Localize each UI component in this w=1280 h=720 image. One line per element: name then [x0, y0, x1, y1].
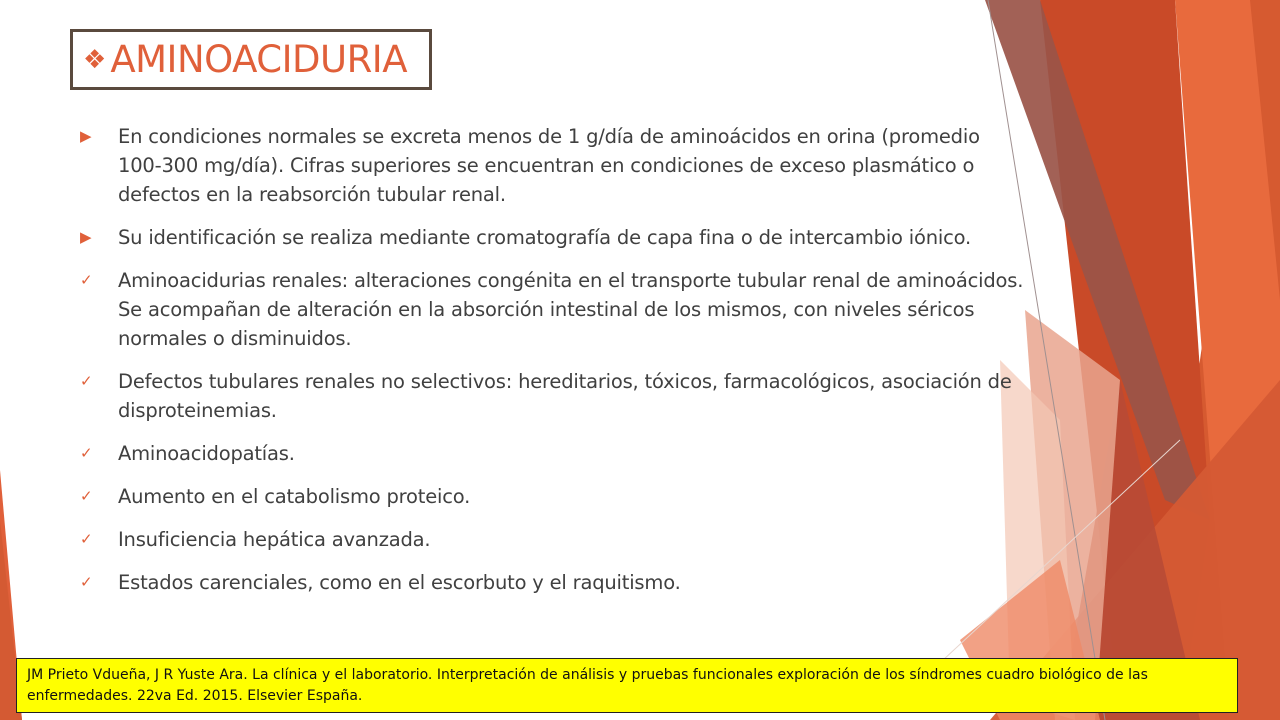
arrow-bullet-icon: ▶ [80, 127, 92, 145]
list-item [80, 525, 1025, 554]
title-box [70, 29, 432, 90]
list-item [80, 122, 1025, 209]
diamond-bullet-icon: ❖ [83, 44, 107, 75]
checkmark-icon: ✓ [80, 444, 93, 462]
list-item [80, 439, 1025, 468]
arrow-bullet-icon: ▶ [80, 228, 92, 246]
list-item-text: Su identificación se realiza mediante cromatografía de capa fina o de intercambio iónico. [118, 226, 972, 249]
bullet-list [80, 122, 1025, 611]
list-item-text: Aumento en el catabolismo proteico. [118, 485, 471, 508]
list-item-text: Aminoacidopatías. [118, 442, 295, 465]
list-item [80, 482, 1025, 511]
checkmark-icon: ✓ [80, 372, 93, 390]
checkmark-icon: ✓ [80, 530, 93, 548]
checkmark-icon: ✓ [80, 487, 93, 505]
list-item [80, 367, 1025, 425]
list-item-text: Aminoacidurias renales: alteraciones congénita en el transporte tubular renal de aminoácidos. Se acompañan de alteración en la absorción intestinal de los mismos, con niveles séricos normales o disminuidos. [118, 269, 1024, 350]
checkmark-icon: ✓ [80, 271, 93, 289]
list-item-text: Defectos tubulares renales no selectivos: hereditarios, tóxicos, farmacológicos, asociación de disproteinemias. [118, 370, 1012, 422]
list-item [80, 266, 1025, 353]
list-item-text: Estados carenciales, como en el escorbuto y el raquitismo. [118, 571, 681, 594]
list-item-text: Insuficiencia hepática avanzada. [118, 528, 431, 551]
list-item [80, 223, 1025, 252]
list-item [80, 568, 1025, 597]
citation-box: JM Prieto Vdueña, J R Yuste Ara. La clínica y el laboratorio. Interpretación de análisis y pruebas funcionales exploración de los síndromes cuadro biológico de las enfermedades. 22va Ed. 2015. Elsevier España. [16, 658, 1238, 713]
checkmark-icon: ✓ [80, 573, 93, 591]
page-title: AMINOACIDURIA [110, 38, 408, 81]
list-item-text: En condiciones normales se excreta menos de 1 g/día de aminoácidos en orina (promedio 100-300 mg/día). Cifras superiores se encuentran en condiciones de exceso plasmático o defectos en la reabsorción tubular renal. [118, 125, 980, 206]
